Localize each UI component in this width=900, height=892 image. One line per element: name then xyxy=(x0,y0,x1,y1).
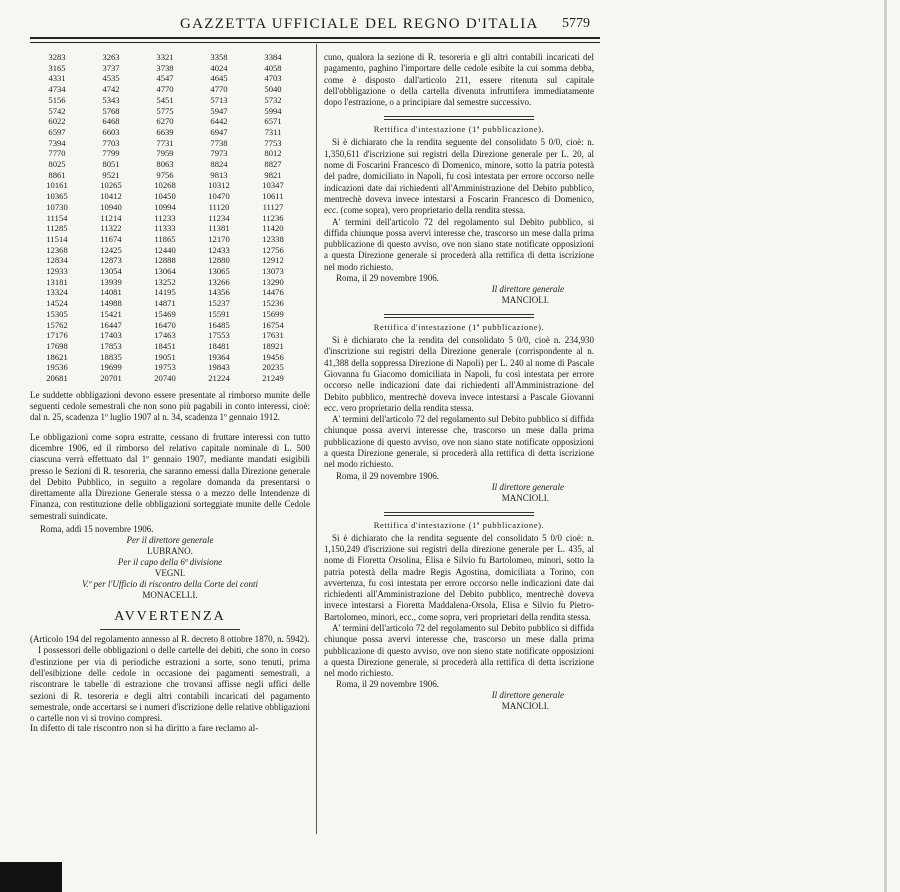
number-cell: 19364 xyxy=(208,351,230,362)
number-cell: 17176 xyxy=(46,330,68,341)
number-cell: 5713 xyxy=(210,94,228,105)
number-cell: 17463 xyxy=(154,330,176,341)
number-row xyxy=(30,234,300,245)
number-cell: 12425 xyxy=(100,244,122,255)
notice-date: Roma, il 29 novembre 1906. xyxy=(336,679,439,690)
number-cell: 18481 xyxy=(208,340,230,351)
extracted-numbers-table xyxy=(30,52,300,384)
director-role: Il direttore generale xyxy=(491,481,564,492)
number-cell: 13064 xyxy=(154,266,176,277)
number-cell: 6597 xyxy=(48,126,66,137)
number-cell: 9521 xyxy=(102,169,120,180)
number-cell: 13290 xyxy=(262,276,284,287)
notice-separator xyxy=(384,314,534,318)
signature-name: LUBRANO. xyxy=(147,546,193,557)
director-role: Il direttore generale xyxy=(491,690,564,701)
number-row xyxy=(30,84,300,95)
number-cell: 7799 xyxy=(102,148,120,159)
notice-terms: A' termini dell'articolo 72 del regolamento sul Debito pubblico si diffida chiunque possa avervi interesse che, trascorso un mese dalla prima pubblicazione di questo avviso, ove non sieno state notificate opposizioni a questa Direzione generale, si procederà alla rettifica di detta iscrizione nel modo richiesto. xyxy=(324,622,594,679)
number-cell: 11322 xyxy=(100,223,122,234)
number-cell: 12170 xyxy=(208,233,230,244)
number-row xyxy=(30,116,300,127)
number-cell: 21249 xyxy=(262,373,284,384)
signature-name: VEGNI. xyxy=(154,568,186,579)
number-cell: 11333 xyxy=(154,223,176,234)
number-cell: 15236 xyxy=(262,298,284,309)
number-cell: 3165 xyxy=(48,62,66,73)
number-cell: 8861 xyxy=(48,169,66,180)
number-cell: 13054 xyxy=(100,266,122,277)
number-row xyxy=(30,95,300,106)
number-cell: 13065 xyxy=(208,266,230,277)
number-row xyxy=(30,170,300,181)
number-cell: 13073 xyxy=(262,266,284,277)
number-cell: 11865 xyxy=(154,233,176,244)
number-cell: 6022 xyxy=(48,116,66,127)
number-cell: 5768 xyxy=(102,105,120,116)
number-cell: 16447 xyxy=(100,319,122,330)
number-cell: 6571 xyxy=(264,116,282,127)
number-row xyxy=(30,320,300,331)
number-row xyxy=(30,298,300,309)
number-cell: 12440 xyxy=(154,244,176,255)
scan-edge xyxy=(0,862,62,892)
number-cell: 7959 xyxy=(156,148,174,159)
number-cell: 10994 xyxy=(154,201,176,212)
number-cell: 6639 xyxy=(156,126,174,137)
number-cell: 10450 xyxy=(154,191,176,202)
number-cell: 4770 xyxy=(210,84,228,95)
number-cell: 18621 xyxy=(46,351,68,362)
number-cell: 19051 xyxy=(154,351,176,362)
number-cell: 4703 xyxy=(264,73,282,84)
number-row xyxy=(30,223,300,234)
number-cell: 19456 xyxy=(262,351,284,362)
number-cell: 15421 xyxy=(100,308,122,319)
number-cell: 12338 xyxy=(262,233,284,244)
number-cell: 4547 xyxy=(156,73,174,84)
notice-body: Si è dichiarato che la rendita seguente del consolidato 5 0/0 cioè: n. 1,150,249 d'iscrizione sui registri della direzione generale per L. 435, al nome di Fioretta Orsolina, Elisa e Silvio fu Bartolomeo, minori, sotto la patria potestà della madre Regis Agostina, domiciliata a Torino, con avvertenza, fu così intestata per errore occorso nelle indicazioni date dai richiedenti all'Amministrazione del Debito pubblico, mentrechè doveva invece intestarsi a Fioretta Maddalena-Orsola, Elisa e Silvio fu Pietro-Bartolomeo, minori, ecc., come sopra, veri proprietari della rendita stessa. xyxy=(324,532,594,622)
number-cell: 12888 xyxy=(154,255,176,266)
number-cell: 9821 xyxy=(264,169,282,180)
number-cell: 14195 xyxy=(154,287,176,298)
number-cell: 15305 xyxy=(46,308,68,319)
number-cell: 10412 xyxy=(100,191,122,202)
number-cell: 4331 xyxy=(48,73,66,84)
number-cell: 16470 xyxy=(154,319,176,330)
number-cell: 10940 xyxy=(100,201,122,212)
avvertenza-text: I possessori delle obbligazioni o delle cartelle dei debiti, che sono in corso d'estinzione per via di periodiche estrazioni a sorte, sono tenuti, prima dell'esibizione delle cedole in occasione dei pagamenti semestrali, a riscontrare le tabelle di estrazione che trovansi affisse negli uffici delle sezioni di R. tesoreria e degli altri contabili incaricati del pagamento semestrale, onde accertarsi se i numeri d'iscrizione delle relative obbligazioni o cartelle non vi si trovino compresi. xyxy=(30,645,310,724)
page-number: 5779 xyxy=(562,16,590,31)
notice-title: Rettifica d'intestazione (1ª pubblicazione). xyxy=(373,322,545,333)
number-cell: 13181 xyxy=(46,276,68,287)
number-row xyxy=(30,330,300,341)
number-cell: 6947 xyxy=(210,126,228,137)
number-row xyxy=(30,255,300,266)
number-cell: 13266 xyxy=(208,276,230,287)
number-cell: 11234 xyxy=(208,212,230,223)
number-row xyxy=(30,309,300,320)
number-row xyxy=(30,202,300,213)
number-cell: 20681 xyxy=(46,373,68,384)
number-row xyxy=(30,266,300,277)
number-cell: 18921 xyxy=(262,340,284,351)
number-row xyxy=(30,191,300,202)
number-cell: 10161 xyxy=(46,180,68,191)
notice-body: Si è dichiarato che la rendita seguente del consolidato 5 0/0, cioè: n. 1,350,611 d'iscrizione sui registri della Direzione generale per L. 20, al nome di Foscarini Francesco di Domenico, minore, sotto la patria potestà del padre, domiciliato in Napoli, fu così intestata per errore occorso nelle indicazioni date dai richiedenti all'Amministrazione del Debito pubblico, mentrechè doveva invece intestarsi a Foscarin Francesco di Domenico, ecc. (come sopra), vero proprietario della rendita stessa. xyxy=(324,137,594,216)
number-cell: 5775 xyxy=(156,105,174,116)
number-cell: 15469 xyxy=(154,308,176,319)
number-cell: 3384 xyxy=(264,52,282,62)
number-row xyxy=(30,63,300,74)
number-cell: 4742 xyxy=(102,84,120,95)
signature-role: Per il direttore generale xyxy=(126,535,214,546)
director-name: MANCIOLI. xyxy=(501,295,549,306)
number-cell: 20235 xyxy=(262,362,284,373)
number-cell: 21224 xyxy=(208,373,230,384)
number-row xyxy=(30,245,300,256)
number-cell: 6603 xyxy=(102,126,120,137)
signature-name: MONACELLI. xyxy=(142,590,198,601)
number-cell: 4058 xyxy=(264,62,282,73)
column-divider xyxy=(316,44,317,834)
notice-title: Rettifica d'intestazione (1ª pubblicazione). xyxy=(373,124,545,135)
number-cell: 4645 xyxy=(210,73,228,84)
number-cell: 7394 xyxy=(48,137,66,148)
number-cell: 3321 xyxy=(156,52,174,62)
number-cell: 3358 xyxy=(210,52,228,62)
number-cell: 14988 xyxy=(100,298,122,309)
number-cell: 12368 xyxy=(46,244,68,255)
number-cell: 11674 xyxy=(100,233,122,244)
number-cell: 12880 xyxy=(208,255,230,266)
number-cell: 12834 xyxy=(46,255,68,266)
number-cell: 18835 xyxy=(100,351,122,362)
number-row xyxy=(30,277,300,288)
number-cell: 12756 xyxy=(262,244,284,255)
notice-terms: A' termini dell'articolo 72 del regolamento sul Debito pubblico, si diffida chiunque possa avervi interesse che, trascorso un mese dalla prima pubblicazione di questo avviso, ove non siano state notificate opposizioni a questa Direzione generale si procederà alla rettifica di detta iscrizione nel modo richiesto. xyxy=(324,216,594,272)
number-cell: 14524 xyxy=(46,298,68,309)
number-cell: 6468 xyxy=(102,116,120,127)
number-cell: 13252 xyxy=(154,276,176,287)
number-cell: 15591 xyxy=(208,308,230,319)
number-cell: 8827 xyxy=(264,159,282,170)
number-cell: 11120 xyxy=(208,201,230,212)
coupon-paragraph: Le suddette obbligazioni devono essere presentate al rimborso munite delle seguenti cedole semestrali che non sono più pagabili in conto interessi, cioè: dal n. 25, scadenza 1º luglio 1907 al n. 34, scadenza 1º gennaio 1912. xyxy=(30,389,310,423)
notice-date: Roma, il 29 novembre 1906. xyxy=(336,273,439,284)
notice-title: Rettifica d'intestazione (1ª pubblicazione). xyxy=(373,519,545,530)
number-cell: 14081 xyxy=(100,287,122,298)
number-cell: 11420 xyxy=(262,223,284,234)
redemption-paragraph: Le obbligazioni come sopra estratte, cessano di fruttare interessi con tutto dicembre 1906, ed il rimborso del relativo capitale nominale di L. 500 ciascuna verrà effettuato dal 1º gennaio 1907, mediante mandati esigibili presso le Sezioni di R. tesoreria, che saranno emessi dalla Direzione generale del Debito Pubblico, in seguito a regolare domanda da presentarsi o direttamente alla Direzione Generale stessa o a mezzo delle Intendenze di Finanza, con restituzione delle obbligazioni sorteggiate munite delle Cedole semestrali suindicate. xyxy=(30,431,310,521)
number-cell: 11285 xyxy=(46,223,68,234)
number-cell: 6442 xyxy=(210,116,228,127)
notice-terms: A' termini dell'articolo 72 del regolamento sul Debito pubblico si diffida chiunque possa avervi interesse che, trascorso un mese dalla prima pubblicazione di questo avviso, ove non siano state notificate opposizioni a questa Direzione generale, si procederà alla rettifica di detta iscrizione nel modo richiesto. xyxy=(324,414,594,470)
number-cell: 3283 xyxy=(48,52,66,62)
number-row xyxy=(30,341,300,352)
number-cell: 8051 xyxy=(102,159,120,170)
avvertenza-reference: (Articolo 194 del regolamento annesso al R. decreto 8 ottobre 1870, n. 5942). xyxy=(30,634,310,645)
signature-role: V.º per l'Ufficio di riscontro della Corte dei conti xyxy=(82,579,258,590)
number-cell: 17698 xyxy=(46,340,68,351)
number-row xyxy=(30,52,300,63)
number-cell: 5343 xyxy=(102,94,120,105)
number-cell: 5040 xyxy=(264,84,282,95)
number-cell: 4734 xyxy=(48,84,66,95)
number-cell: 12873 xyxy=(100,255,122,266)
number-cell: 8824 xyxy=(210,159,228,170)
number-cell: 8025 xyxy=(48,159,66,170)
number-cell: 3738 xyxy=(156,62,174,73)
number-cell: 10365 xyxy=(46,191,68,202)
number-cell: 7703 xyxy=(102,137,120,148)
number-cell: 5451 xyxy=(156,94,174,105)
number-cell: 15237 xyxy=(208,298,230,309)
number-cell: 16754 xyxy=(262,319,284,330)
number-cell: 7731 xyxy=(156,137,174,148)
number-cell: 3263 xyxy=(102,52,120,62)
number-cell: 17553 xyxy=(208,330,230,341)
number-cell: 7973 xyxy=(210,148,228,159)
date-line: Roma, addì 15 novembre 1906. xyxy=(40,524,154,535)
number-cell: 18451 xyxy=(154,340,176,351)
number-row xyxy=(30,362,300,373)
number-row xyxy=(30,127,300,138)
number-row xyxy=(30,352,300,363)
number-cell: 7311 xyxy=(264,126,282,137)
number-cell: 10312 xyxy=(208,180,230,191)
number-cell: 8012 xyxy=(264,148,282,159)
number-cell: 15699 xyxy=(262,308,284,319)
number-cell: 10611 xyxy=(262,191,284,202)
right-column xyxy=(324,52,594,712)
number-cell: 10470 xyxy=(208,191,230,202)
number-cell: 19753 xyxy=(154,362,176,373)
number-cell: 11214 xyxy=(100,212,122,223)
director-name: MANCIOLI. xyxy=(501,492,549,503)
number-cell: 7753 xyxy=(264,137,282,148)
number-cell: 19843 xyxy=(208,362,230,373)
number-cell: 8063 xyxy=(156,159,174,170)
number-cell: 4535 xyxy=(102,73,120,84)
notice-separator xyxy=(384,116,534,120)
number-row xyxy=(30,106,300,117)
number-row xyxy=(30,180,300,191)
number-cell: 5947 xyxy=(210,105,228,116)
title-rule xyxy=(100,629,240,630)
header-rule xyxy=(30,37,600,43)
number-row xyxy=(30,148,300,159)
number-cell: 10347 xyxy=(262,180,284,191)
number-cell: 14871 xyxy=(154,298,176,309)
number-cell: 11154 xyxy=(46,212,68,223)
number-row xyxy=(30,373,300,384)
left-column xyxy=(30,52,310,736)
number-cell: 5156 xyxy=(48,94,66,105)
notice-separator xyxy=(384,512,534,516)
notice-date: Roma, il 29 novembre 1906. xyxy=(336,470,439,481)
number-row xyxy=(30,287,300,298)
number-cell: 15762 xyxy=(46,319,68,330)
number-cell: 10730 xyxy=(46,201,68,212)
scan-margin xyxy=(884,0,887,892)
number-cell: 13939 xyxy=(100,276,122,287)
number-cell: 7770 xyxy=(48,148,66,159)
number-cell: 12433 xyxy=(208,244,230,255)
number-cell: 9813 xyxy=(210,169,228,180)
number-row xyxy=(30,138,300,149)
number-row xyxy=(30,213,300,224)
number-cell: 10268 xyxy=(154,180,176,191)
page-header xyxy=(30,14,590,36)
number-cell: 3737 xyxy=(102,62,120,73)
number-cell: 10265 xyxy=(100,180,122,191)
number-cell: 4024 xyxy=(210,62,228,73)
number-cell: 11233 xyxy=(154,212,176,223)
number-cell: 5994 xyxy=(264,105,282,116)
number-cell: 20740 xyxy=(154,373,176,384)
director-name: MANCIOLI. xyxy=(501,701,549,712)
number-cell: 19699 xyxy=(100,362,122,373)
avvertenza-last-line: In difetto di tale riscontro non si ha diritto a fare reclamo al- xyxy=(30,724,259,735)
number-cell: 11236 xyxy=(262,212,284,223)
newspaper-title: GAZZETTA UFFICIALE DEL REGNO D'ITALIA xyxy=(180,16,539,32)
number-cell: 6270 xyxy=(156,116,174,127)
number-cell: 4770 xyxy=(156,84,174,95)
director-role: Il direttore generale xyxy=(491,284,564,295)
number-cell: 7738 xyxy=(210,137,228,148)
number-cell: 5732 xyxy=(264,94,282,105)
number-cell: 17853 xyxy=(100,340,122,351)
number-row xyxy=(30,73,300,84)
continuation-paragraph: cuno, qualora la sezione di R. tesoreria e gli altri contabili incaricati del pagamento, paghino l'importare delle cedole esibite la cui somma debba, come è disposto dall'articolo 211, essere ritenuta sul capitale dell'obbligazione o della cartella divenuta infruttifera immediatamente dopo l'estrazione, o a principiare dal semestre successivo. xyxy=(324,52,594,108)
avvertenza-title: AVVERTENZA xyxy=(114,609,226,625)
number-cell: 14356 xyxy=(208,287,230,298)
number-cell: 17631 xyxy=(262,330,284,341)
number-row xyxy=(30,159,300,170)
number-cell: 13324 xyxy=(46,287,68,298)
number-cell: 11381 xyxy=(208,223,230,234)
number-cell: 11127 xyxy=(262,201,284,212)
number-cell: 12912 xyxy=(262,255,284,266)
number-cell: 12933 xyxy=(46,266,68,277)
number-cell: 16485 xyxy=(208,319,230,330)
number-cell: 17403 xyxy=(100,330,122,341)
number-cell: 9756 xyxy=(156,169,174,180)
number-cell: 20701 xyxy=(100,373,122,384)
number-cell: 14476 xyxy=(262,287,284,298)
signature-role: Per il capo della 6ª divisione xyxy=(117,557,223,568)
number-cell: 19536 xyxy=(46,362,68,373)
notice-body: Si è dichiarato che la rendita del consolidato 5 0/0, cioè n. 234,930 d'inscrizione sui registri della Direzione generale (corrispondente al n. 41,388 della soppressa Direzione di Napoli) per L. 240 al nome di Pascale Giovanna fu Giacomo domiciliata in Napoli, fu così intestata per errore occorso nelle indicazioni date dai richiedenti all'Amministrazione del Debito pubblico, mentrechè doveva invece intestarsi a Pascale Giovanni ecc. vero proprietario della rendita stessa. xyxy=(324,335,594,413)
number-cell: 11514 xyxy=(46,233,68,244)
number-cell: 5742 xyxy=(48,105,66,116)
